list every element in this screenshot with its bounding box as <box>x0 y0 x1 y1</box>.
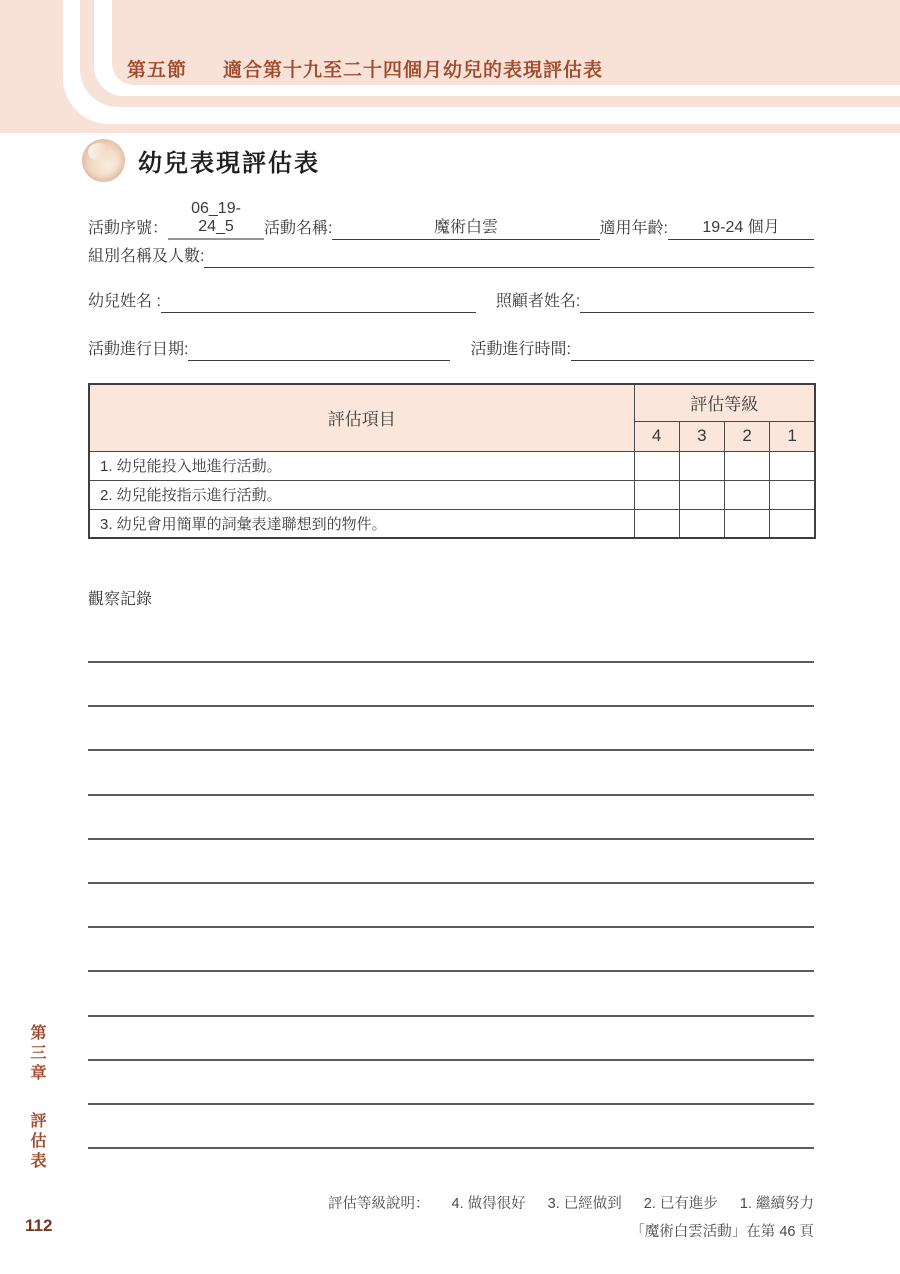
writing-line[interactable] <box>88 1015 814 1017</box>
form-row-datetime <box>88 336 814 361</box>
rating-cell[interactable] <box>679 451 724 480</box>
age-range-label: 適用年齡: <box>599 220 668 237</box>
rating-cell[interactable] <box>634 480 679 509</box>
sidebar-section: 評估表 <box>28 1112 45 1173</box>
writing-line[interactable] <box>88 1147 814 1149</box>
form-row-names <box>88 288 814 313</box>
rating-cell[interactable] <box>679 480 724 509</box>
rating-header-cell: 評估等級 <box>634 384 815 421</box>
rating-cell[interactable] <box>770 509 815 538</box>
form-row-serial <box>88 200 814 240</box>
page-number: 112 <box>25 1216 53 1235</box>
serial-label: 活動序號： <box>88 220 169 237</box>
writing-line[interactable] <box>88 794 814 796</box>
top-banner <box>0 0 900 133</box>
section-title-text: 幼兒表現評估表 <box>138 150 320 177</box>
rating-legend-item: 3. 已經做到 <box>547 1196 622 1212</box>
writing-line[interactable] <box>88 882 814 884</box>
rating-cell[interactable] <box>725 509 770 538</box>
group-label: 組別名稱及人數: <box>88 248 205 265</box>
rating-legend-item: 1. 繼續努力 <box>739 1196 814 1212</box>
section-title-row <box>82 139 320 182</box>
serial-value[interactable]: 06_19-24_5 <box>168 200 264 240</box>
activity-time-label: 活動進行時間: <box>470 341 571 358</box>
banner-chapter-label: 第五節 <box>127 60 188 81</box>
form-row-group <box>88 243 814 268</box>
rating-legend <box>328 1192 814 1213</box>
assessment-item: 1. 幼兒能投入地進行活動。 <box>89 451 634 480</box>
rating-level-4: 4 <box>634 421 679 451</box>
rating-level-2: 2 <box>725 421 770 451</box>
writing-line[interactable] <box>88 970 814 972</box>
rating-cell[interactable] <box>679 509 724 538</box>
activity-date-label: 活動進行日期: <box>88 341 189 358</box>
rating-cell[interactable] <box>634 509 679 538</box>
activity-date-field[interactable] <box>188 339 450 361</box>
writing-line[interactable] <box>88 705 814 707</box>
child-name-label: 幼兒姓名 : <box>88 293 161 310</box>
writing-line[interactable] <box>88 1059 814 1061</box>
assessment-item: 3. 幼兒會用簡單的詞彙表達聯想到的物件。 <box>89 509 634 538</box>
observation-label: 觀察記錄 <box>88 591 153 608</box>
caregiver-name-label: 照顧者姓名: <box>495 293 581 310</box>
child-name-field[interactable] <box>161 291 476 313</box>
writing-line[interactable] <box>88 926 814 928</box>
age-range-field[interactable]: 19-24 個月 <box>668 214 814 240</box>
assessment-table <box>88 383 816 539</box>
table-row <box>89 509 815 538</box>
writing-line[interactable] <box>88 1103 814 1105</box>
observation-writing-area <box>88 661 814 1191</box>
rating-cell[interactable] <box>725 451 770 480</box>
item-header-cell: 評估項目 <box>89 384 634 451</box>
sidebar-chapter-tab <box>28 1024 44 1172</box>
sidebar-chapter: 第三章 <box>28 1024 45 1084</box>
banner-title-text: 適合第十九至二十四個月幼兒的表現評估表 <box>223 60 604 81</box>
group-field[interactable] <box>204 246 814 268</box>
activity-name-field[interactable]: 魔術白雲 <box>332 214 599 240</box>
pearl-bullet-icon <box>82 139 125 182</box>
writing-line[interactable] <box>88 749 814 751</box>
writing-line[interactable] <box>88 661 814 663</box>
activity-time-field[interactable] <box>571 339 814 361</box>
rating-legend-label: 評估等級說明： <box>328 1196 430 1212</box>
rating-cell[interactable] <box>770 451 815 480</box>
activity-name-label: 活動名稱: <box>264 220 333 237</box>
writing-line[interactable] <box>88 838 814 840</box>
rating-cell[interactable] <box>634 451 679 480</box>
rating-legend-item: 2. 已有進步 <box>643 1196 718 1212</box>
banner-title <box>127 55 603 82</box>
rating-cell[interactable] <box>770 480 815 509</box>
reference-note: 「魔術白雲活動」在第 46 頁 <box>630 1224 814 1240</box>
table-row <box>89 451 815 480</box>
rating-cell[interactable] <box>725 480 770 509</box>
rating-level-1: 1 <box>770 421 815 451</box>
caregiver-name-field[interactable] <box>580 291 814 313</box>
rating-legend-item: 4. 做得很好 <box>451 1196 526 1212</box>
assessment-item: 2. 幼兒能按指示進行活動。 <box>89 480 634 509</box>
table-row <box>89 480 815 509</box>
rating-level-3: 3 <box>679 421 724 451</box>
